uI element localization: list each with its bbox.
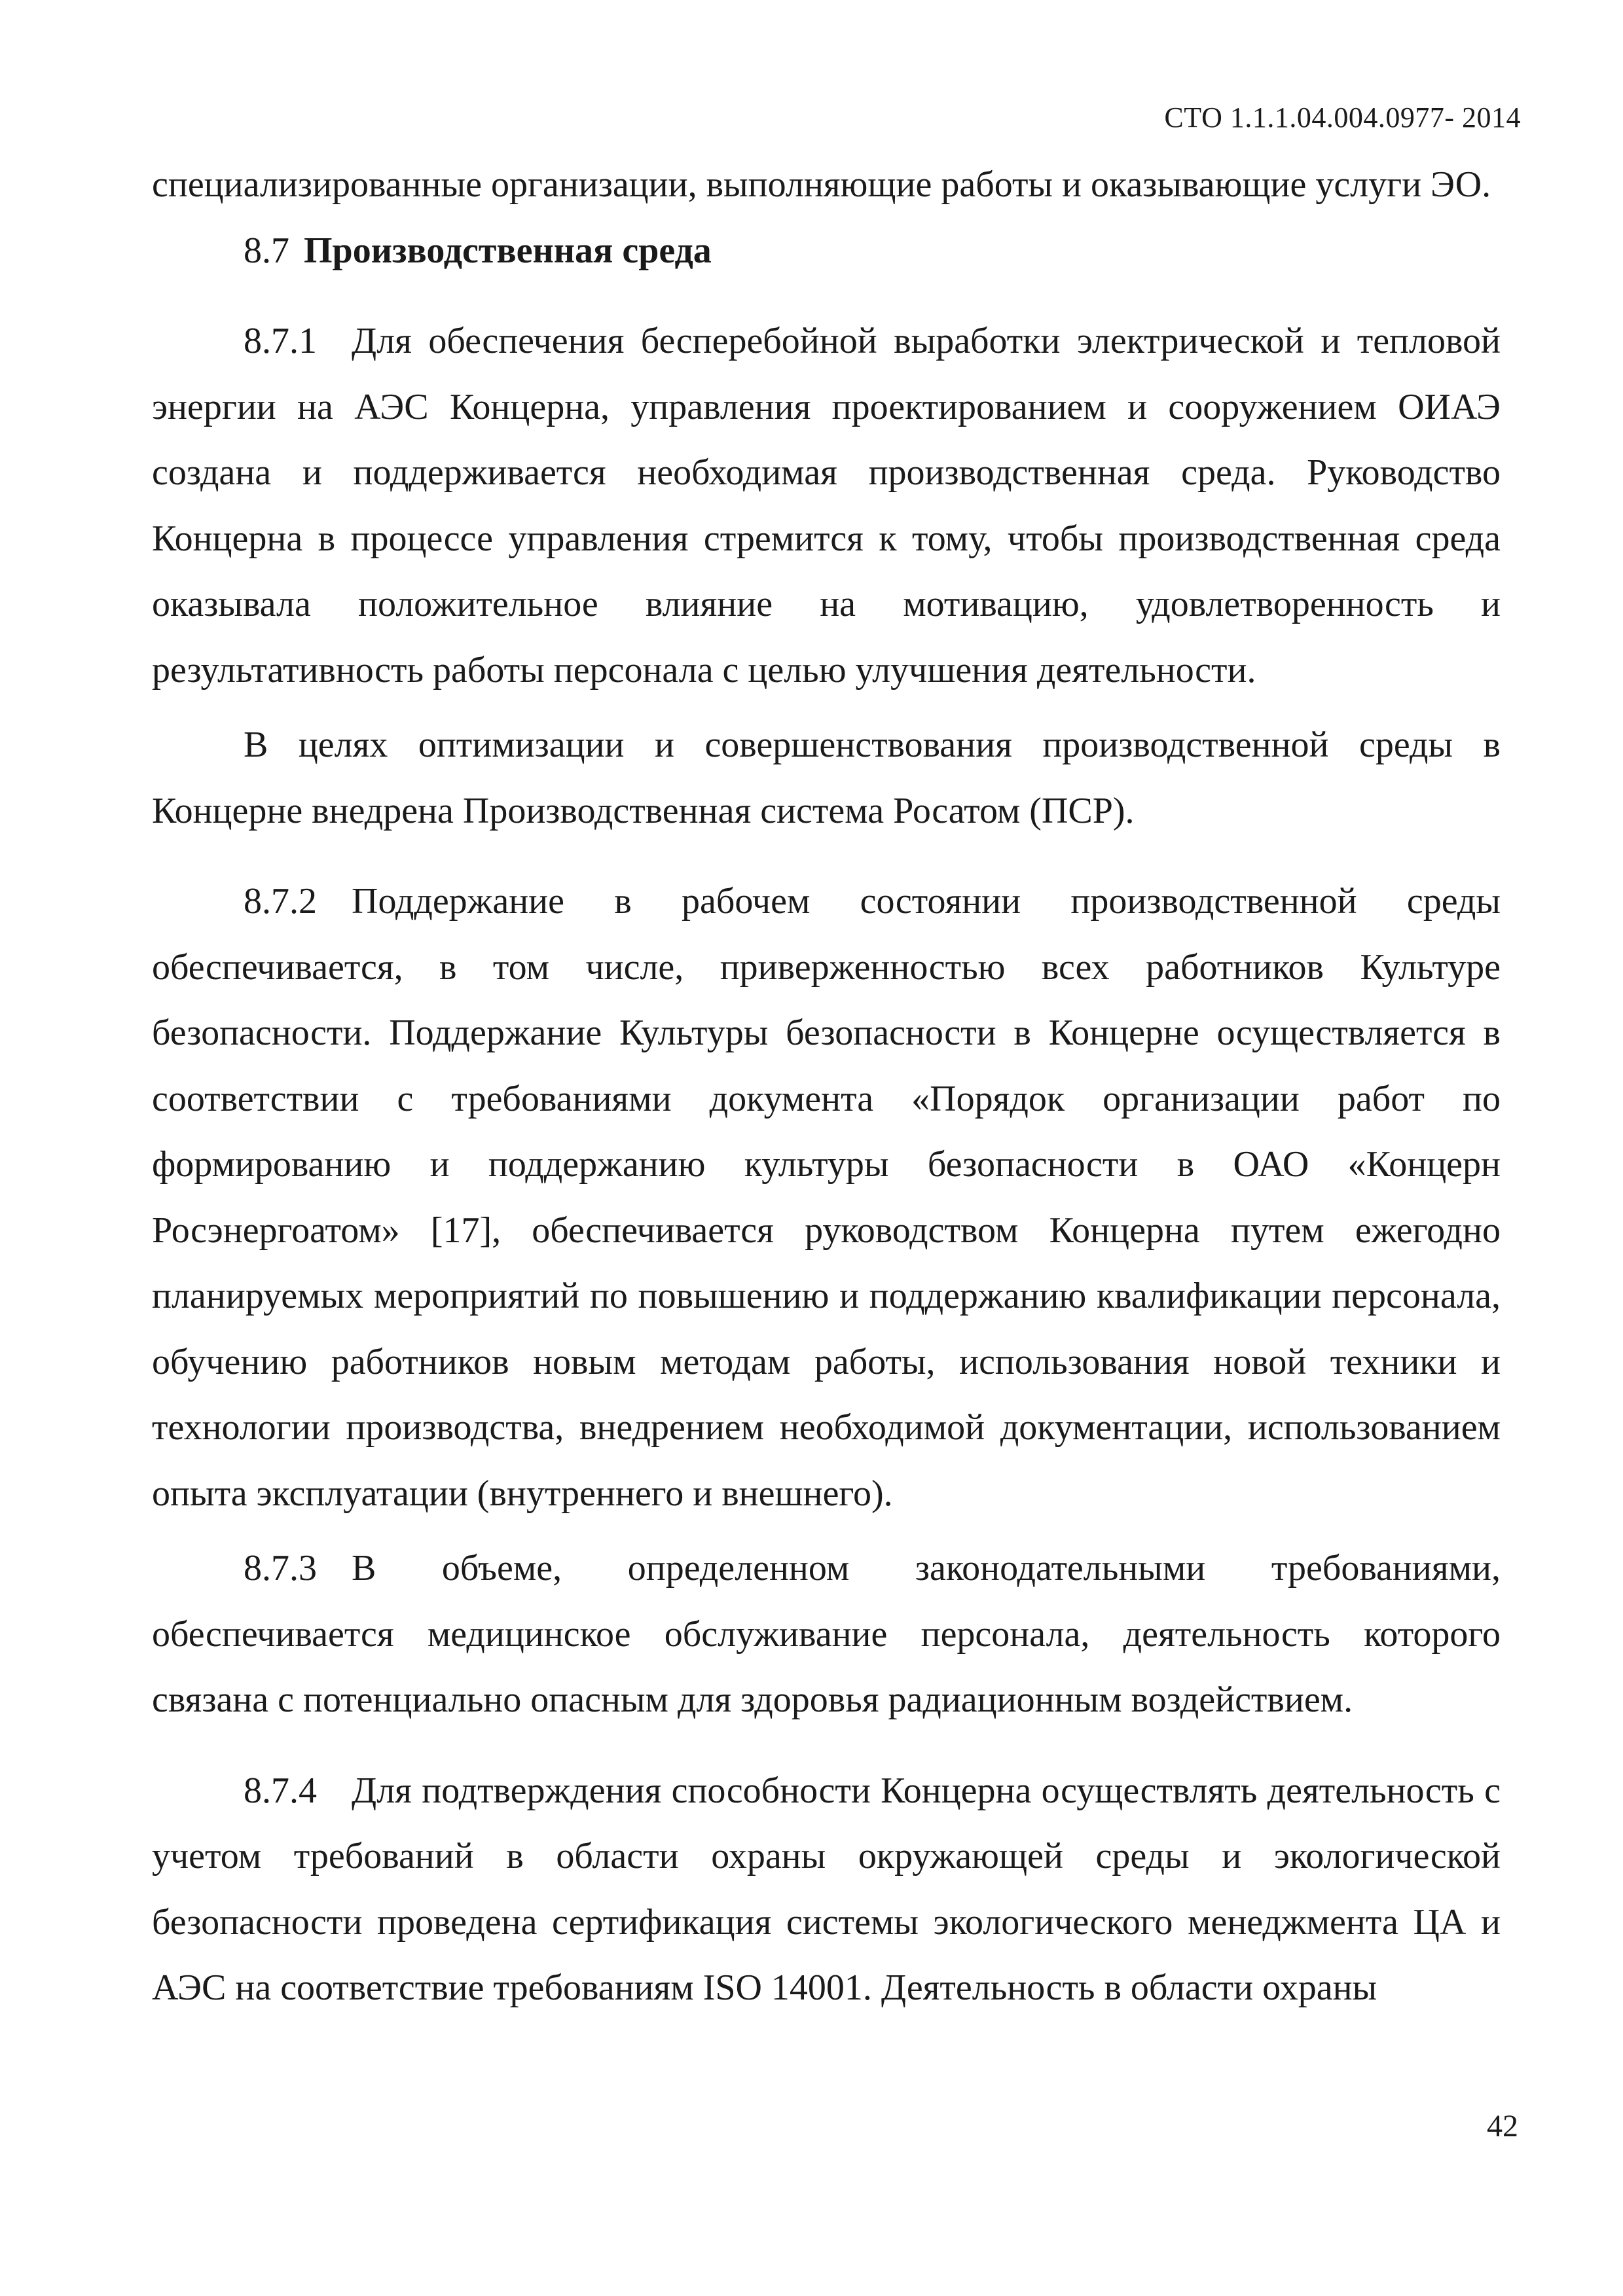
document-code: СТО 1.1.1.04.004.0977- 2014	[1164, 101, 1521, 134]
clause-8-7-3	[152, 1535, 1501, 1733]
clause-number: 8.7.1	[244, 321, 317, 361]
clause-number: 8.7.2	[244, 881, 317, 922]
clause-text: В объеме, определенном законодательными требованиями, обеспечивается медицинское обслуживание персонала, деятельность которого связана с потенциально опасным для здоровья радиационным воздействием.	[152, 1548, 1501, 1720]
clause-8-7-1	[152, 308, 1501, 703]
clause-number: 8.7.4	[244, 1770, 317, 1811]
clause-8-7-1-continuation	[152, 712, 1501, 844]
clause-text: Для подтверждения способности Концерна осуществлять деятельность с учетом требований в области охраны окружающей среды и экологической безопасности проведена сертификация системы экологического менеджмента ЦА и АЭС на соответствие требованиям ISO 14001. Деятельность в области охраны	[152, 1770, 1501, 2008]
clause-number: 8.7.3	[244, 1548, 317, 1588]
page-number: 42	[1487, 2109, 1518, 2144]
document-body	[152, 152, 1501, 2021]
clause-text: Поддержание в рабочем состоянии производственной среды обеспечивается, в том числе, приверженностью всех работников Культуре безопасности. Поддержание Культуры безопасности в Концерне осуществляется в соответствии с требованиями документа «Порядок организации работ по формированию и поддержанию культуры безопасности в ОАО «Концерн Росэнергоатом» [17], обеспечивается руководством Концерна путем ежегодно планируемых мероприятий по повышению и поддержанию квалификации персонала, обучению работников новым методам работы, использования новой техники и технологии производства, внедрением необходимой документации, использованием опыта эксплуатации (внутреннего и внешнего).	[152, 881, 1501, 1514]
clause-8-7-2	[152, 869, 1501, 1526]
intro-paragraph: специализированные организации, выполняющие работы и оказывающие услуги ЭО.	[152, 164, 1491, 205]
section-heading	[152, 218, 1501, 284]
clause-text: Для обеспечения бесперебойной выработки электрической и тепловой энергии на АЭС Концерна, управления проектированием и сооружением ОИАЭ создана и поддерживается необходимая производственная среда. Руководство Концерна в процессе управления стремится к тому, чтобы производственная среда оказывала положительное влияние на мотивацию, удовлетворенность и результативность работы персонала с целью улучшения деятельности.	[152, 321, 1501, 691]
clause-text: В целях оптимизации и совершенствования производственной среды в Концерне внедрена Производственная система Росатом (ПСР).	[152, 725, 1501, 831]
clause-8-7-4	[152, 1758, 1501, 2021]
section-number: 8.7	[244, 230, 289, 271]
section-title: Производственная среда	[304, 230, 712, 271]
